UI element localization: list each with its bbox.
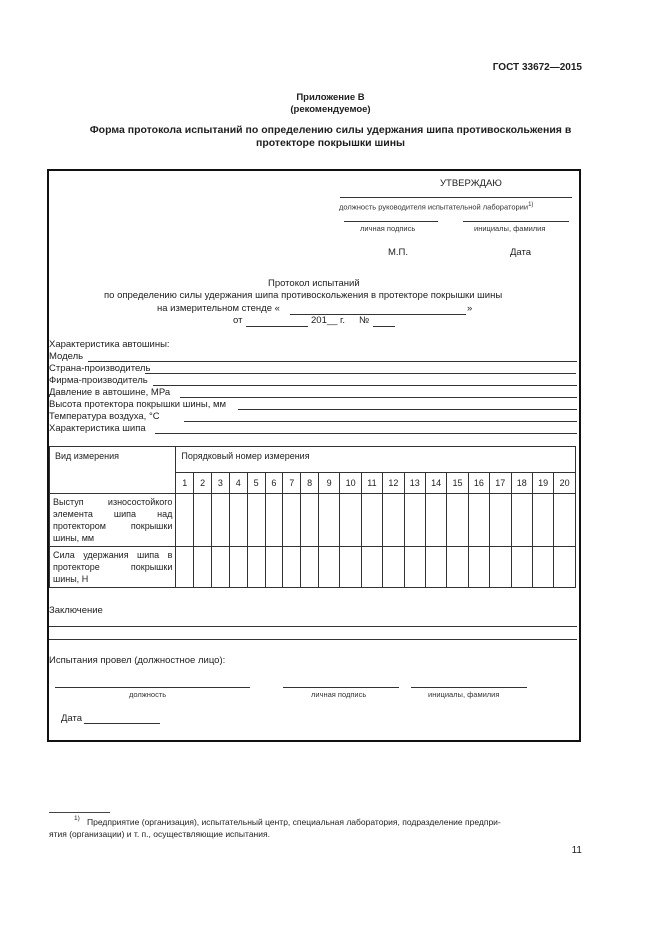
value-cell[interactable]: [176, 494, 194, 547]
protocol-year: 201__ г.: [311, 315, 346, 326]
tested-date-line[interactable]: [84, 723, 160, 724]
measurement-number: 5: [247, 473, 265, 494]
value-cell[interactable]: [283, 494, 301, 547]
tester-signature-caption: личная подпись: [311, 690, 367, 699]
value-cell[interactable]: [490, 494, 511, 547]
tire-field-line[interactable]: [180, 397, 577, 398]
value-cell[interactable]: [532, 547, 553, 588]
table-row: [50, 494, 576, 547]
approver-position-caption: должность руководителя испытательной лаборатории$^{1)}$: [339, 202, 534, 212]
value-cell[interactable]: [532, 494, 553, 547]
protocol-date-line[interactable]: [246, 326, 308, 327]
protocol-stand-prefix: на измерительном стенде «: [157, 303, 280, 314]
measurement-number: 17: [490, 473, 511, 494]
value-cell[interactable]: [425, 547, 446, 588]
protocol-date-from: от: [233, 315, 243, 326]
measurement-number: 16: [468, 473, 489, 494]
table-row: [50, 547, 576, 588]
approver-signature-line[interactable]: [344, 221, 438, 222]
conclusion-line[interactable]: [49, 626, 577, 627]
measurement-number: 12: [383, 473, 404, 494]
value-cell[interactable]: [554, 547, 576, 588]
row-label-protrusion: Выступ износостойкого элемента шипа над протектором покрышки шины, мм: [50, 494, 176, 547]
value-cell[interactable]: [229, 547, 247, 588]
tire-field-label: Температура воздуха, °С: [49, 411, 160, 422]
value-cell[interactable]: [340, 547, 361, 588]
value-cell[interactable]: [361, 494, 382, 547]
measurement-number: 10: [340, 473, 361, 494]
value-cell[interactable]: [554, 494, 576, 547]
value-cell[interactable]: [447, 547, 468, 588]
footnote-mark: 1): [74, 815, 80, 822]
value-cell[interactable]: [301, 547, 319, 588]
value-cell[interactable]: [194, 547, 212, 588]
value-cell[interactable]: [301, 494, 319, 547]
measurement-number: 19: [532, 473, 553, 494]
measurement-number-header: Порядковый номер измерения: [176, 447, 576, 473]
stamp-label: М.П.: [388, 247, 409, 258]
measurement-number: 1: [176, 473, 194, 494]
tire-field-label: Фирма-производитель: [49, 375, 148, 386]
value-cell[interactable]: [511, 494, 532, 547]
protocol-number-line[interactable]: [373, 326, 395, 327]
value-cell[interactable]: [265, 547, 283, 588]
value-cell[interactable]: [404, 494, 425, 547]
measurement-number: 2: [194, 473, 212, 494]
value-cell[interactable]: [404, 547, 425, 588]
approver-initials-line[interactable]: [463, 221, 569, 222]
appendix-subtitle: (рекомендуемое): [290, 104, 371, 115]
approve-label: УТВЕРЖДАЮ: [440, 178, 502, 189]
value-cell[interactable]: [383, 494, 404, 547]
tire-field-line[interactable]: [238, 409, 577, 410]
measurement-table: [49, 446, 576, 588]
footnote-text-line2: ятия (организации) и т. п., осуществляющие испытания.: [49, 829, 270, 839]
measurement-number: 14: [425, 473, 446, 494]
approval-date-label: Дата: [510, 247, 532, 258]
tire-field-label: Давление в автошине, МРа: [49, 387, 171, 398]
value-cell[interactable]: [265, 494, 283, 547]
tire-field-label: Модель: [49, 351, 84, 362]
form-title-line2: протекторе покрышки шины: [255, 137, 406, 149]
tester-initials-caption: инициалы, фамилия: [428, 690, 500, 699]
conclusion-line[interactable]: [49, 639, 577, 640]
measurement-number: 18: [511, 473, 532, 494]
value-cell[interactable]: [468, 547, 489, 588]
protocol-title: Протокол испытаний: [268, 278, 360, 289]
tester-position-line[interactable]: [55, 687, 250, 688]
tester-signature-line[interactable]: [283, 687, 399, 688]
value-cell[interactable]: [490, 547, 511, 588]
value-cell[interactable]: [318, 494, 339, 547]
value-cell[interactable]: [247, 494, 265, 547]
value-cell[interactable]: [447, 494, 468, 547]
measurement-number: 13: [404, 473, 425, 494]
measurement-number: 9: [318, 473, 339, 494]
value-cell[interactable]: [468, 494, 489, 547]
protocol-subject: по определению силы удержания шипа противоскольжения в протекторе покрышки шины: [104, 290, 503, 301]
tire-field-line[interactable]: [153, 385, 577, 386]
page-number: 11: [571, 845, 582, 856]
value-cell[interactable]: [212, 494, 230, 547]
tire-field-line[interactable]: [88, 361, 577, 362]
approver-initials-caption: инициалы, фамилия: [474, 224, 546, 233]
protocol-number-label: №: [359, 315, 370, 326]
value-cell[interactable]: [511, 547, 532, 588]
approver-position-line[interactable]: [340, 197, 572, 198]
measurement-number: 8: [301, 473, 319, 494]
value-cell[interactable]: [176, 547, 194, 588]
value-cell[interactable]: [425, 494, 446, 547]
value-cell[interactable]: [361, 547, 382, 588]
footnote-text-line1: Предприятие (организация), испытательный центр, специальная лаборатория, подразделение предпри-: [87, 817, 501, 827]
tire-field-line[interactable]: [145, 373, 576, 374]
value-cell[interactable]: [283, 547, 301, 588]
measurement-number: 11: [361, 473, 382, 494]
measurement-number: 20: [554, 473, 576, 494]
value-cell[interactable]: [318, 547, 339, 588]
measurement-number: 7: [283, 473, 301, 494]
value-cell[interactable]: [383, 547, 404, 588]
value-cell[interactable]: [247, 547, 265, 588]
measurement-number: 3: [212, 473, 230, 494]
tester-position-caption: должность: [129, 690, 167, 699]
form-title-line1: Форма протокола испытаний по определению силы удержания шипа противоскольжения в: [89, 124, 572, 136]
value-cell[interactable]: [229, 494, 247, 547]
standard-number: ГОСТ 33672—2015: [492, 62, 582, 73]
tire-field-label: Характеристика шипа: [49, 423, 146, 434]
value-cell[interactable]: [340, 494, 361, 547]
tire-field-line[interactable]: [184, 421, 577, 422]
value-cell[interactable]: [212, 547, 230, 588]
appendix-title: Приложение В: [296, 92, 365, 103]
approver-signature-caption: личная подпись: [360, 224, 416, 233]
tire-field-label: Высота протектора покрышки шины, мм: [49, 399, 227, 410]
tire-field-label: Страна-производитель: [49, 363, 151, 374]
tire-field-line[interactable]: [155, 433, 577, 434]
row-label-retention-force: Сила удержания шипа в протекторе покрышки шины, Н: [50, 547, 176, 588]
value-cell[interactable]: [194, 494, 212, 547]
tire-heading: Характеристика автошины:: [49, 339, 170, 350]
measurement-number: 4: [229, 473, 247, 494]
protocol-stand-suffix: »: [467, 303, 473, 314]
measurement-number: 15: [447, 473, 468, 494]
tested-by-label: Испытания провел (должностное лицо):: [49, 655, 226, 666]
measurement-number: 6: [265, 473, 283, 494]
tester-initials-line[interactable]: [411, 687, 527, 688]
tested-date-label: Дата: [61, 713, 83, 724]
conclusion-label: Заключение: [49, 605, 103, 616]
footnote-separator: [49, 812, 110, 813]
measurement-type-header: Вид измерения: [50, 447, 176, 494]
